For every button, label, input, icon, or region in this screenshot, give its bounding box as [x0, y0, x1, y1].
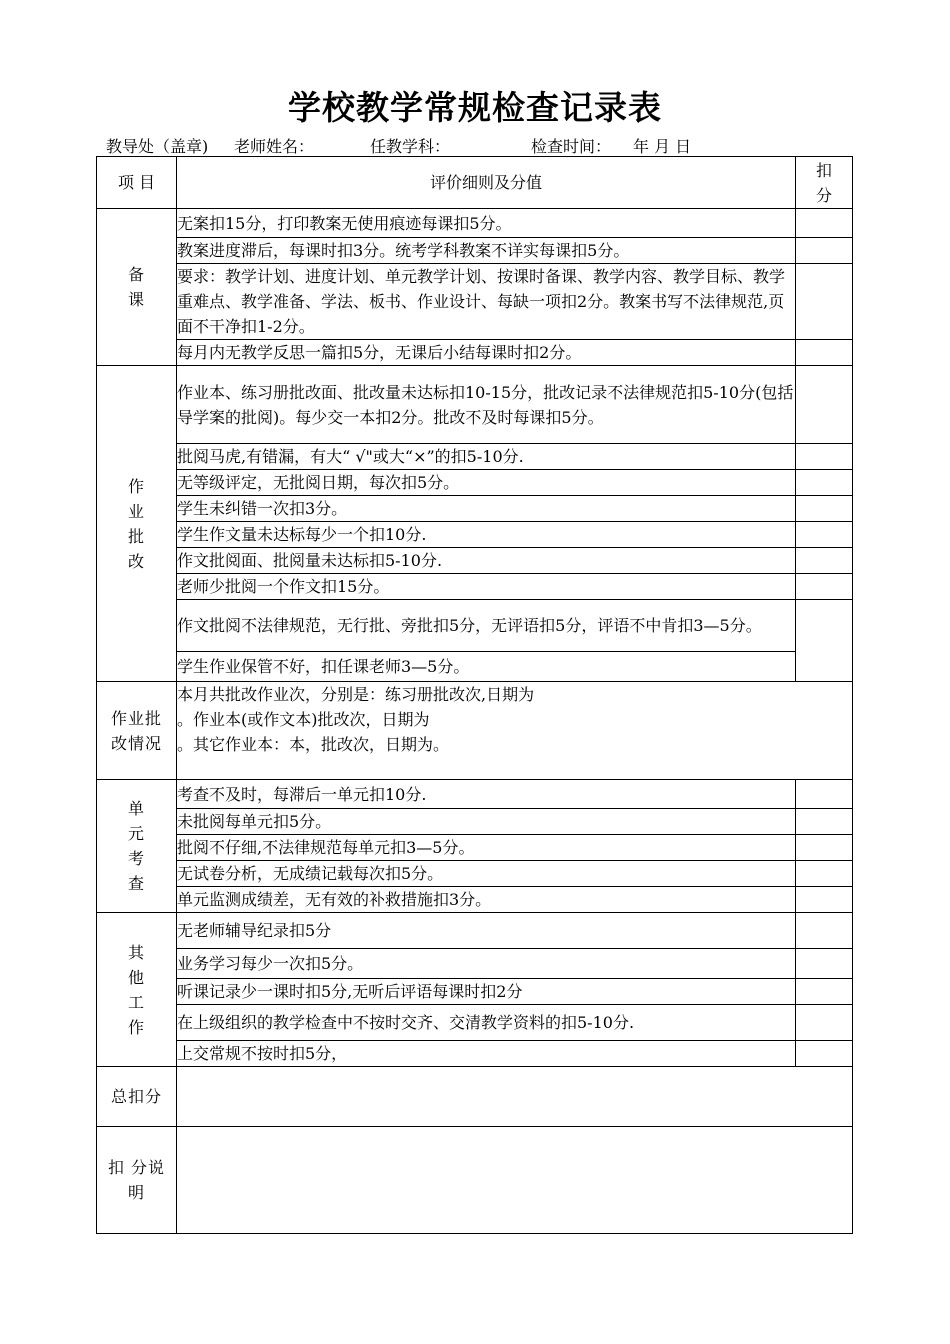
label-line: 改情况: [110, 733, 162, 753]
table-row: [97, 209, 853, 238]
table-row: [97, 366, 853, 444]
section-label-char: 课: [127, 290, 145, 309]
label-line: 明: [127, 1183, 145, 1202]
criteria-cell: 作文批阅不法律规范，无行批、旁批扣5分，无评语扣5分，评语不中肯扣3—5分。: [177, 600, 796, 652]
criteria-cell: 无老师辅导纪录扣5分: [177, 913, 796, 949]
teacher-name-label: 老师姓名：: [234, 137, 315, 156]
status-line: 。其它作业本：本，批改次，日期为。: [177, 735, 450, 754]
table-row: [97, 1127, 853, 1234]
label-line: 分: [815, 185, 832, 205]
subject-label: 任教学科：: [370, 137, 451, 156]
header-row: [97, 157, 853, 209]
deduction-input-cell[interactable]: [796, 1041, 853, 1067]
table-row: [97, 238, 853, 264]
deduction-input-cell[interactable]: [796, 340, 853, 366]
table-row: [97, 861, 853, 887]
criteria-cell: 单元监测成绩差，无有效的补救措施扣3分。: [177, 887, 796, 913]
criteria-cell: 作文批阅面、批阅量未达标扣5-10分.: [177, 548, 796, 574]
criteria-cell: 教案进度滞后，每课时扣3分。统考学科教案不详实每课扣5分。: [177, 238, 796, 264]
criteria-cell: 老师少批阅一个作文扣15分。: [177, 574, 796, 600]
deduction-input-cell[interactable]: [796, 1005, 853, 1041]
deduction-input-cell[interactable]: [796, 238, 853, 264]
criteria-cell: 学生作业保管不好，扣任课老师3—5分。: [177, 652, 796, 682]
header-deduction-text: [796, 158, 852, 208]
criteria-cell: 批阅不仔细,不法律规范每单元扣3—5分。: [177, 835, 796, 861]
section-label-status: [97, 682, 177, 780]
deduction-input-cell[interactable]: [796, 861, 853, 887]
section-label-char: 作: [127, 476, 145, 496]
check-date-label: 年 月 日: [633, 137, 692, 156]
table-row: [97, 652, 853, 682]
page-title: 学校教学常规检查记录表: [288, 88, 662, 127]
section-label-char: 查: [127, 874, 145, 893]
header-item: 项 目: [97, 157, 177, 209]
office-stamp-label: 教导处（盖章): [106, 137, 209, 156]
deduction-input-cell[interactable]: [796, 949, 853, 979]
section-label-prep: [97, 209, 177, 366]
section-label-char: 改: [127, 551, 145, 571]
criteria-cell: 无等级评定，无批阅日期，每次扣5分。: [177, 470, 796, 496]
deduction-input-cell[interactable]: [796, 496, 853, 522]
section-label-char: 作: [127, 1017, 145, 1037]
deduction-input-cell[interactable]: [796, 264, 853, 340]
deduction-input-cell[interactable]: [796, 209, 853, 238]
table-row: [97, 444, 853, 470]
criteria-cell: 学生未纠错一次扣3分。: [177, 496, 796, 522]
section-label-homework: [97, 366, 177, 682]
deduction-input-cell[interactable]: [796, 600, 853, 682]
section-label-char: 考: [127, 849, 145, 868]
check-time-label: 检查时间：: [531, 137, 612, 156]
status-line: 本月共批改作业次，分别是：练习册批改次,日期为: [177, 685, 535, 704]
criteria-cell: 未批阅每单元扣5分。: [177, 809, 796, 835]
deduction-explanation-cell[interactable]: [177, 1127, 853, 1234]
section-label-char: 其: [127, 942, 145, 962]
table-row: [97, 682, 853, 780]
section-label-other-text: [97, 940, 176, 1040]
label-line: 作业批: [110, 708, 162, 728]
deduction-input-cell[interactable]: [796, 887, 853, 913]
deduction-input-cell[interactable]: [796, 913, 853, 949]
criteria-cell: 学生作文量未达标每少一个扣10分.: [177, 522, 796, 548]
criteria-cell: 听课记录少一课时扣5分,无听后评语每课时扣2分: [177, 979, 796, 1005]
homework-status-cell[interactable]: [177, 682, 853, 780]
table-row: [97, 913, 853, 949]
table-row: [97, 1067, 853, 1127]
section-label-other: [97, 913, 177, 1067]
deduction-input-cell[interactable]: [796, 979, 853, 1005]
section-label-unit-text: [97, 796, 176, 896]
table-row: [97, 887, 853, 913]
section-label-explain-text: [97, 1155, 176, 1205]
table-row: [97, 548, 853, 574]
table-row: [97, 1041, 853, 1067]
label-line: 扣: [815, 160, 832, 180]
deduction-input-cell[interactable]: [796, 809, 853, 835]
table-row: [97, 979, 853, 1005]
table-row: [97, 470, 853, 496]
section-label-char: 他: [127, 967, 145, 987]
criteria-cell: 在上级组织的教学检查中不按时交齐、交清教学资料的扣5-10分.: [177, 1005, 796, 1041]
deduction-input-cell[interactable]: [796, 574, 853, 600]
deduction-input-cell[interactable]: [796, 835, 853, 861]
section-label-char: 单: [127, 799, 145, 818]
table-row: [97, 780, 853, 809]
criteria-cell: 业务学习每少一次扣5分。: [177, 949, 796, 979]
sheet-info-line: [106, 134, 866, 156]
section-label-total: 总扣分: [97, 1067, 177, 1127]
total-deduction-cell[interactable]: [177, 1067, 853, 1127]
deduction-input-cell[interactable]: [796, 780, 853, 809]
deduction-input-cell[interactable]: [796, 548, 853, 574]
table-row: [97, 496, 853, 522]
table-row: [97, 340, 853, 366]
criteria-cell: 考查不及时，每滞后一单元扣10分.: [177, 780, 796, 809]
table-row: [97, 574, 853, 600]
deduction-input-cell[interactable]: [796, 522, 853, 548]
table-row: [97, 1005, 853, 1041]
table-row: [97, 809, 853, 835]
status-line: 。作业本(或作文本)批改次，日期为: [177, 710, 430, 729]
section-label-char: 元: [127, 824, 145, 843]
criteria-cell: 每月内无教学反思一篇扣5分，无课后小结每课时扣2分。: [177, 340, 796, 366]
section-label-prep-text: [97, 262, 176, 312]
label-line: 扣 分说: [107, 1158, 166, 1177]
section-label-homework-text: [97, 474, 176, 574]
criteria-cell: 无试卷分析，无成绩记载每次扣5分。: [177, 861, 796, 887]
criteria-cell: 作业本、练习册批改面、批改量未达标扣10-15分，批改记录不法律规范扣5-10分(包括导学案的批阅)。每少交一本扣2分。批改不及时每课扣5分。: [177, 366, 796, 444]
section-label-char: 业: [127, 501, 145, 521]
table-row: [97, 522, 853, 548]
criteria-cell: 要求：教学计划、进度计划、单元教学计划、按课时备课、教学内容、教学目标、教学重难点、教学准备、学法、板书、作业设计、每缺一项扣2分。教案书写不法律规范,页面不干净扣1-2分。: [177, 264, 796, 340]
section-label-status-text: [97, 706, 176, 756]
deduction-input-cell[interactable]: [796, 366, 853, 444]
section-label-char: 工: [127, 992, 145, 1012]
table-row: [97, 600, 853, 652]
table-row: [97, 835, 853, 861]
table-row: [97, 949, 853, 979]
inspection-table: [96, 156, 853, 1234]
criteria-cell: 无案扣15分，打印教案无使用痕迹每课扣5分。: [177, 209, 796, 238]
section-label-unit: [97, 780, 177, 913]
deduction-input-cell[interactable]: [796, 444, 853, 470]
section-label-char: 备: [127, 265, 145, 284]
section-label-char: 批: [127, 526, 145, 546]
criteria-cell: 上交常规不按时扣5分，: [177, 1041, 796, 1067]
criteria-cell: 批阅马虎,有错漏，有大“ √"或大“×”的扣5-10分.: [177, 444, 796, 470]
section-label-explain: [97, 1127, 177, 1234]
table-row: [97, 264, 853, 340]
header-deduction: [796, 157, 853, 209]
header-criteria: 评价细则及分值: [177, 157, 796, 209]
deduction-input-cell[interactable]: [796, 470, 853, 496]
